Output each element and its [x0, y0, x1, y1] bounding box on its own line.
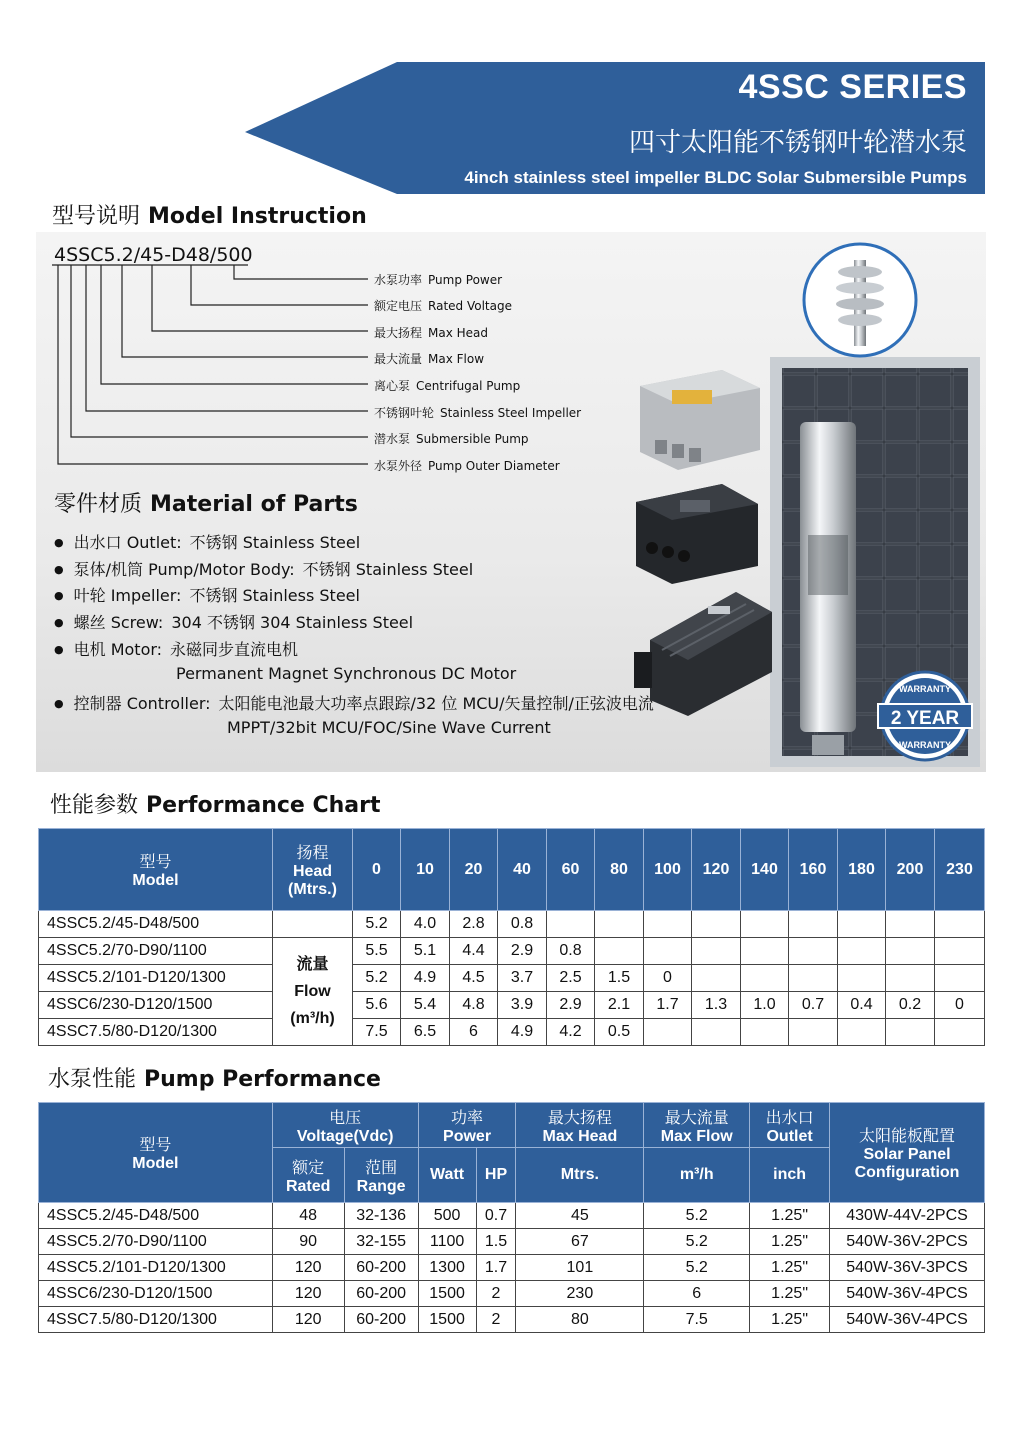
- solar-cell: 540W-36V-4PCS: [830, 1307, 985, 1333]
- head-value: 20: [450, 829, 498, 911]
- head-value: 120: [692, 829, 741, 911]
- flow-cell: 2.8: [450, 911, 498, 938]
- performance-chart-table: [38, 828, 985, 1046]
- head-cell: 45: [516, 1203, 644, 1229]
- legend-stainless-impeller: 不锈钢叶轮 Stainless Steel Impeller: [374, 406, 582, 420]
- material-item-body: ● 泵体/机筒 Pump/Motor Body: 不锈钢 Stainless Steel: [54, 557, 473, 580]
- header-voltage: 电压 Voltage(Vdc): [272, 1103, 418, 1148]
- warranty-badge: [878, 672, 972, 760]
- watt-cell: 1300: [418, 1255, 476, 1281]
- flow-cell: 4.9: [498, 1019, 547, 1046]
- watt-cell: 1500: [418, 1281, 476, 1307]
- flow-cell: [741, 911, 789, 938]
- solar-cell: 540W-36V-3PCS: [830, 1255, 985, 1281]
- head-value: 10: [401, 829, 450, 911]
- flow-cell: 0.8: [547, 938, 595, 965]
- flow-cell: [838, 938, 886, 965]
- hp-cell: 0.7: [476, 1203, 516, 1229]
- flow-cell: [644, 938, 692, 965]
- flow-cell: [789, 965, 838, 992]
- head-value: 0: [353, 829, 401, 911]
- hp-cell: 2: [476, 1281, 516, 1307]
- flow-cell: 1.5: [595, 965, 644, 992]
- flow-cell: [789, 911, 838, 938]
- head-value: 60: [547, 829, 595, 911]
- rated-cell: 120: [272, 1281, 344, 1307]
- flow-cell: 4.8: [450, 992, 498, 1019]
- solar-cell: 540W-36V-2PCS: [830, 1229, 985, 1255]
- legend-max-head: 最大扬程 Max Head: [374, 326, 489, 340]
- flow-cell: [741, 1019, 789, 1046]
- range-cell: 60-200: [344, 1281, 418, 1307]
- header-power: 功率 Power: [418, 1103, 516, 1148]
- product-title-en: 4inch stainless steel impeller BLDC Solar Submersible Pumps: [464, 168, 967, 187]
- flow-cell: [789, 938, 838, 965]
- outlet-cell: 1.25": [750, 1281, 830, 1307]
- head-value: 160: [789, 829, 838, 911]
- legend-pump-power: 水泵功率 Pump Power: [374, 273, 503, 287]
- outlet-cell: 1.25": [750, 1203, 830, 1229]
- flow-cell: 1.3: [692, 992, 741, 1019]
- range-cell: 60-200: [344, 1307, 418, 1333]
- header-head-unit: Mtrs.: [516, 1148, 644, 1203]
- model-cell: 4SSC5.2/45-D48/500: [39, 1203, 273, 1229]
- flow-cell: 5.1: [401, 938, 450, 965]
- head-value: 100: [644, 829, 692, 911]
- flow-cell: 0.2: [886, 992, 935, 1019]
- flow-cell: 2.9: [498, 938, 547, 965]
- flow-cell: 4.9: [401, 965, 450, 992]
- controller-black-image: [636, 484, 758, 584]
- flow-cell: 2.9: [547, 992, 595, 1019]
- material-item-screw: ● 螺丝 Screw: 304 不锈钢 304 Stainless Steel: [54, 610, 413, 633]
- table-row: [39, 1281, 985, 1307]
- flow-cell: [692, 938, 741, 965]
- table-row: [39, 1229, 985, 1255]
- table-row: [39, 1019, 985, 1046]
- pump-performance-title: 水泵性能 Pump Performance: [48, 1067, 381, 1092]
- flow-cell: 0.4: [838, 992, 886, 1019]
- model-cell: 4SSC6/230-D120/1500: [39, 992, 273, 1019]
- flow-cell: [789, 1019, 838, 1046]
- blank-cell: [273, 911, 353, 938]
- header-range: 范围 Range: [344, 1148, 418, 1203]
- flow-cell: 3.9: [498, 992, 547, 1019]
- model-cell: 4SSC5.2/101-D120/1300: [39, 965, 273, 992]
- model-cell: 4SSC5.2/101-D120/1300: [39, 1255, 273, 1281]
- pump-header-row-1: [39, 1103, 985, 1148]
- header-hp: HP: [476, 1148, 516, 1203]
- flow-cell: 2.1: [595, 992, 644, 1019]
- warranty-main-text: 2 YEAR: [890, 708, 960, 729]
- material-item-outlet: ● 出水口 Outlet: 不锈钢 Stainless Steel: [54, 530, 360, 553]
- flow-cell: [886, 965, 935, 992]
- header-max-head: 最大扬程 Max Head: [516, 1103, 644, 1148]
- flow-cell: 5.4: [401, 992, 450, 1019]
- flow-cell: [935, 1019, 985, 1046]
- impeller-image: [804, 244, 916, 356]
- hp-cell: 1.7: [476, 1255, 516, 1281]
- table-row: [39, 938, 985, 965]
- table-row: [39, 1203, 985, 1229]
- flow-cell: [935, 965, 985, 992]
- table-row: [39, 911, 985, 938]
- controller-finned-image: [634, 592, 772, 716]
- flow-cell: 5.2: [353, 965, 401, 992]
- flow-cell: [886, 911, 935, 938]
- model-cell: 4SSC5.2/70-D90/1100: [39, 938, 273, 965]
- flow-cell: 7.5: [644, 1307, 750, 1333]
- head-cell: 230: [516, 1281, 644, 1307]
- flow-cell: 4.0: [401, 911, 450, 938]
- performance-chart-title: 性能参数 Performance Chart: [50, 793, 381, 818]
- flow-cell: [692, 965, 741, 992]
- flow-cell: [935, 911, 985, 938]
- head-value: 80: [595, 829, 644, 911]
- head-value: 40: [498, 829, 547, 911]
- series-title: 4SSC SERIES: [738, 68, 967, 106]
- flow-cell: [692, 911, 741, 938]
- head-value: 230: [935, 829, 985, 911]
- material-item-impeller: ● 叶轮 Impeller: 不锈钢 Stainless Steel: [54, 583, 360, 606]
- head-value: 140: [741, 829, 789, 911]
- flow-cell: [935, 938, 985, 965]
- head-value: 200: [886, 829, 935, 911]
- table-row: [39, 992, 985, 1019]
- header-rated: 额定 Rated: [272, 1148, 344, 1203]
- warranty-top-text: WARRANTY: [899, 684, 951, 694]
- flow-cell: 1.0: [741, 992, 789, 1019]
- product-title-cn: 四寸太阳能不锈钢叶轮潜水泵: [628, 128, 967, 158]
- watt-cell: 500: [418, 1203, 476, 1229]
- header-head: 扬程 Head (Mtrs.): [273, 829, 353, 911]
- flow-cell: 5.2: [644, 1203, 750, 1229]
- model-cell: 4SSC5.2/45-D48/500: [39, 911, 273, 938]
- model-code: 4SSC5.2/45-D48/500: [54, 244, 253, 266]
- flow-cell: 0.5: [595, 1019, 644, 1046]
- header-outlet: 出水口 Outlet: [750, 1103, 830, 1148]
- table-row: [39, 1307, 985, 1333]
- flow-cell: [741, 938, 789, 965]
- flow-cell: [838, 1019, 886, 1046]
- flow-cell: 5.5: [353, 938, 401, 965]
- legend-max-flow: 最大流量 Max Flow: [374, 352, 485, 366]
- flow-cell: 3.7: [498, 965, 547, 992]
- range-cell: 32-136: [344, 1203, 418, 1229]
- solar-cell: 430W-44V-2PCS: [830, 1203, 985, 1229]
- warranty-bottom-text: WARRANTY: [899, 740, 951, 750]
- solar-cell: 540W-36V-4PCS: [830, 1281, 985, 1307]
- flow-cell: [886, 938, 935, 965]
- range-cell: 60-200: [344, 1255, 418, 1281]
- flow-cell: 5.6: [353, 992, 401, 1019]
- head-cell: 67: [516, 1229, 644, 1255]
- flow-cell: 6.5: [401, 1019, 450, 1046]
- flow-cell: 5.2: [353, 911, 401, 938]
- legend-centrifugal-pump: 离心泵 Centrifugal Pump: [374, 379, 521, 393]
- header-flow-unit: m³/h: [644, 1148, 750, 1203]
- table-row: [39, 1255, 985, 1281]
- header-outlet-unit: inch: [750, 1148, 830, 1203]
- material-item-motor-en: Permanent Magnet Synchronous DC Motor: [176, 664, 517, 683]
- outlet-cell: 1.25": [750, 1255, 830, 1281]
- header-watt: Watt: [418, 1148, 476, 1203]
- model-cell: 4SSC5.2/70-D90/1100: [39, 1229, 273, 1255]
- watt-cell: 1500: [418, 1307, 476, 1333]
- flow-cell: 4.4: [450, 938, 498, 965]
- flow-cell: 6: [450, 1019, 498, 1046]
- material-item-motor: ● 电机 Motor: 永磁同步直流电机: [54, 637, 298, 660]
- material-parts-title: 零件材质 Material of Parts: [54, 492, 358, 517]
- model-cell: 4SSC7.5/80-D120/1300: [39, 1019, 273, 1046]
- rated-cell: 90: [272, 1229, 344, 1255]
- hp-cell: 1.5: [476, 1229, 516, 1255]
- table-row: [39, 965, 985, 992]
- flow-cell: 2.5: [547, 965, 595, 992]
- flow-cell: 1.7: [644, 992, 692, 1019]
- model-cell: 4SSC7.5/80-D120/1300: [39, 1307, 273, 1333]
- flow-cell: [644, 911, 692, 938]
- head-cell: 80: [516, 1307, 644, 1333]
- model-instruction-title: 型号说明 Model Instruction: [52, 204, 367, 229]
- rated-cell: 120: [272, 1307, 344, 1333]
- legend-submersible-pump: 潜水泵 Submersible Pump: [374, 432, 529, 446]
- flow-cell: [838, 911, 886, 938]
- outlet-cell: 1.25": [750, 1307, 830, 1333]
- flow-cell: [595, 938, 644, 965]
- flow-cell: 4.5: [450, 965, 498, 992]
- flow-cell: 0.7: [789, 992, 838, 1019]
- header-model: 型号 Model: [39, 829, 273, 911]
- header-solar: 太阳能板配置 Solar Panel Configuration: [830, 1103, 985, 1203]
- watt-cell: 1100: [418, 1229, 476, 1255]
- material-item-controller-en: MPPT/32bit MCU/FOC/Sine Wave Current: [227, 718, 551, 737]
- material-item-controller: ● 控制器 Controller: 太阳能电池最大功率点跟踪/32 位 MCU/矢量控制/正弦波电流: [54, 691, 654, 714]
- flow-cell: 4.2: [547, 1019, 595, 1046]
- pump-performance-table: [38, 1102, 985, 1333]
- flow-cell: [886, 1019, 935, 1046]
- header-model: 型号 Model: [39, 1103, 273, 1203]
- model-cell: 4SSC6/230-D120/1500: [39, 1281, 273, 1307]
- pump-image: [800, 422, 856, 755]
- flow-cell: [547, 911, 595, 938]
- flow-cell: [838, 965, 886, 992]
- flow-cell: [644, 1019, 692, 1046]
- range-cell: 32-155: [344, 1229, 418, 1255]
- rated-cell: 48: [272, 1203, 344, 1229]
- controller-grey-image: [640, 370, 760, 470]
- flow-label: 流量 Flow (m³/h): [273, 938, 353, 1046]
- hp-cell: 2: [476, 1307, 516, 1333]
- flow-cell: 0.8: [498, 911, 547, 938]
- legend-rated-voltage: 额定电压 Rated Voltage: [374, 299, 512, 313]
- head-value: 180: [838, 829, 886, 911]
- performance-header-row: [39, 829, 985, 911]
- flow-cell: [692, 1019, 741, 1046]
- flow-cell: 5.2: [644, 1229, 750, 1255]
- flow-cell: 6: [644, 1281, 750, 1307]
- outlet-cell: 1.25": [750, 1229, 830, 1255]
- flow-cell: 5.2: [644, 1255, 750, 1281]
- rated-cell: 120: [272, 1255, 344, 1281]
- head-cell: 101: [516, 1255, 644, 1281]
- flow-cell: [595, 911, 644, 938]
- flow-cell: 7.5: [353, 1019, 401, 1046]
- header-max-flow: 最大流量 Max Flow: [644, 1103, 750, 1148]
- flow-cell: 0: [935, 992, 985, 1019]
- flow-cell: 0: [644, 965, 692, 992]
- legend-outer-diameter: 水泵外径 Pump Outer Diameter: [374, 459, 560, 473]
- flow-cell: [741, 965, 789, 992]
